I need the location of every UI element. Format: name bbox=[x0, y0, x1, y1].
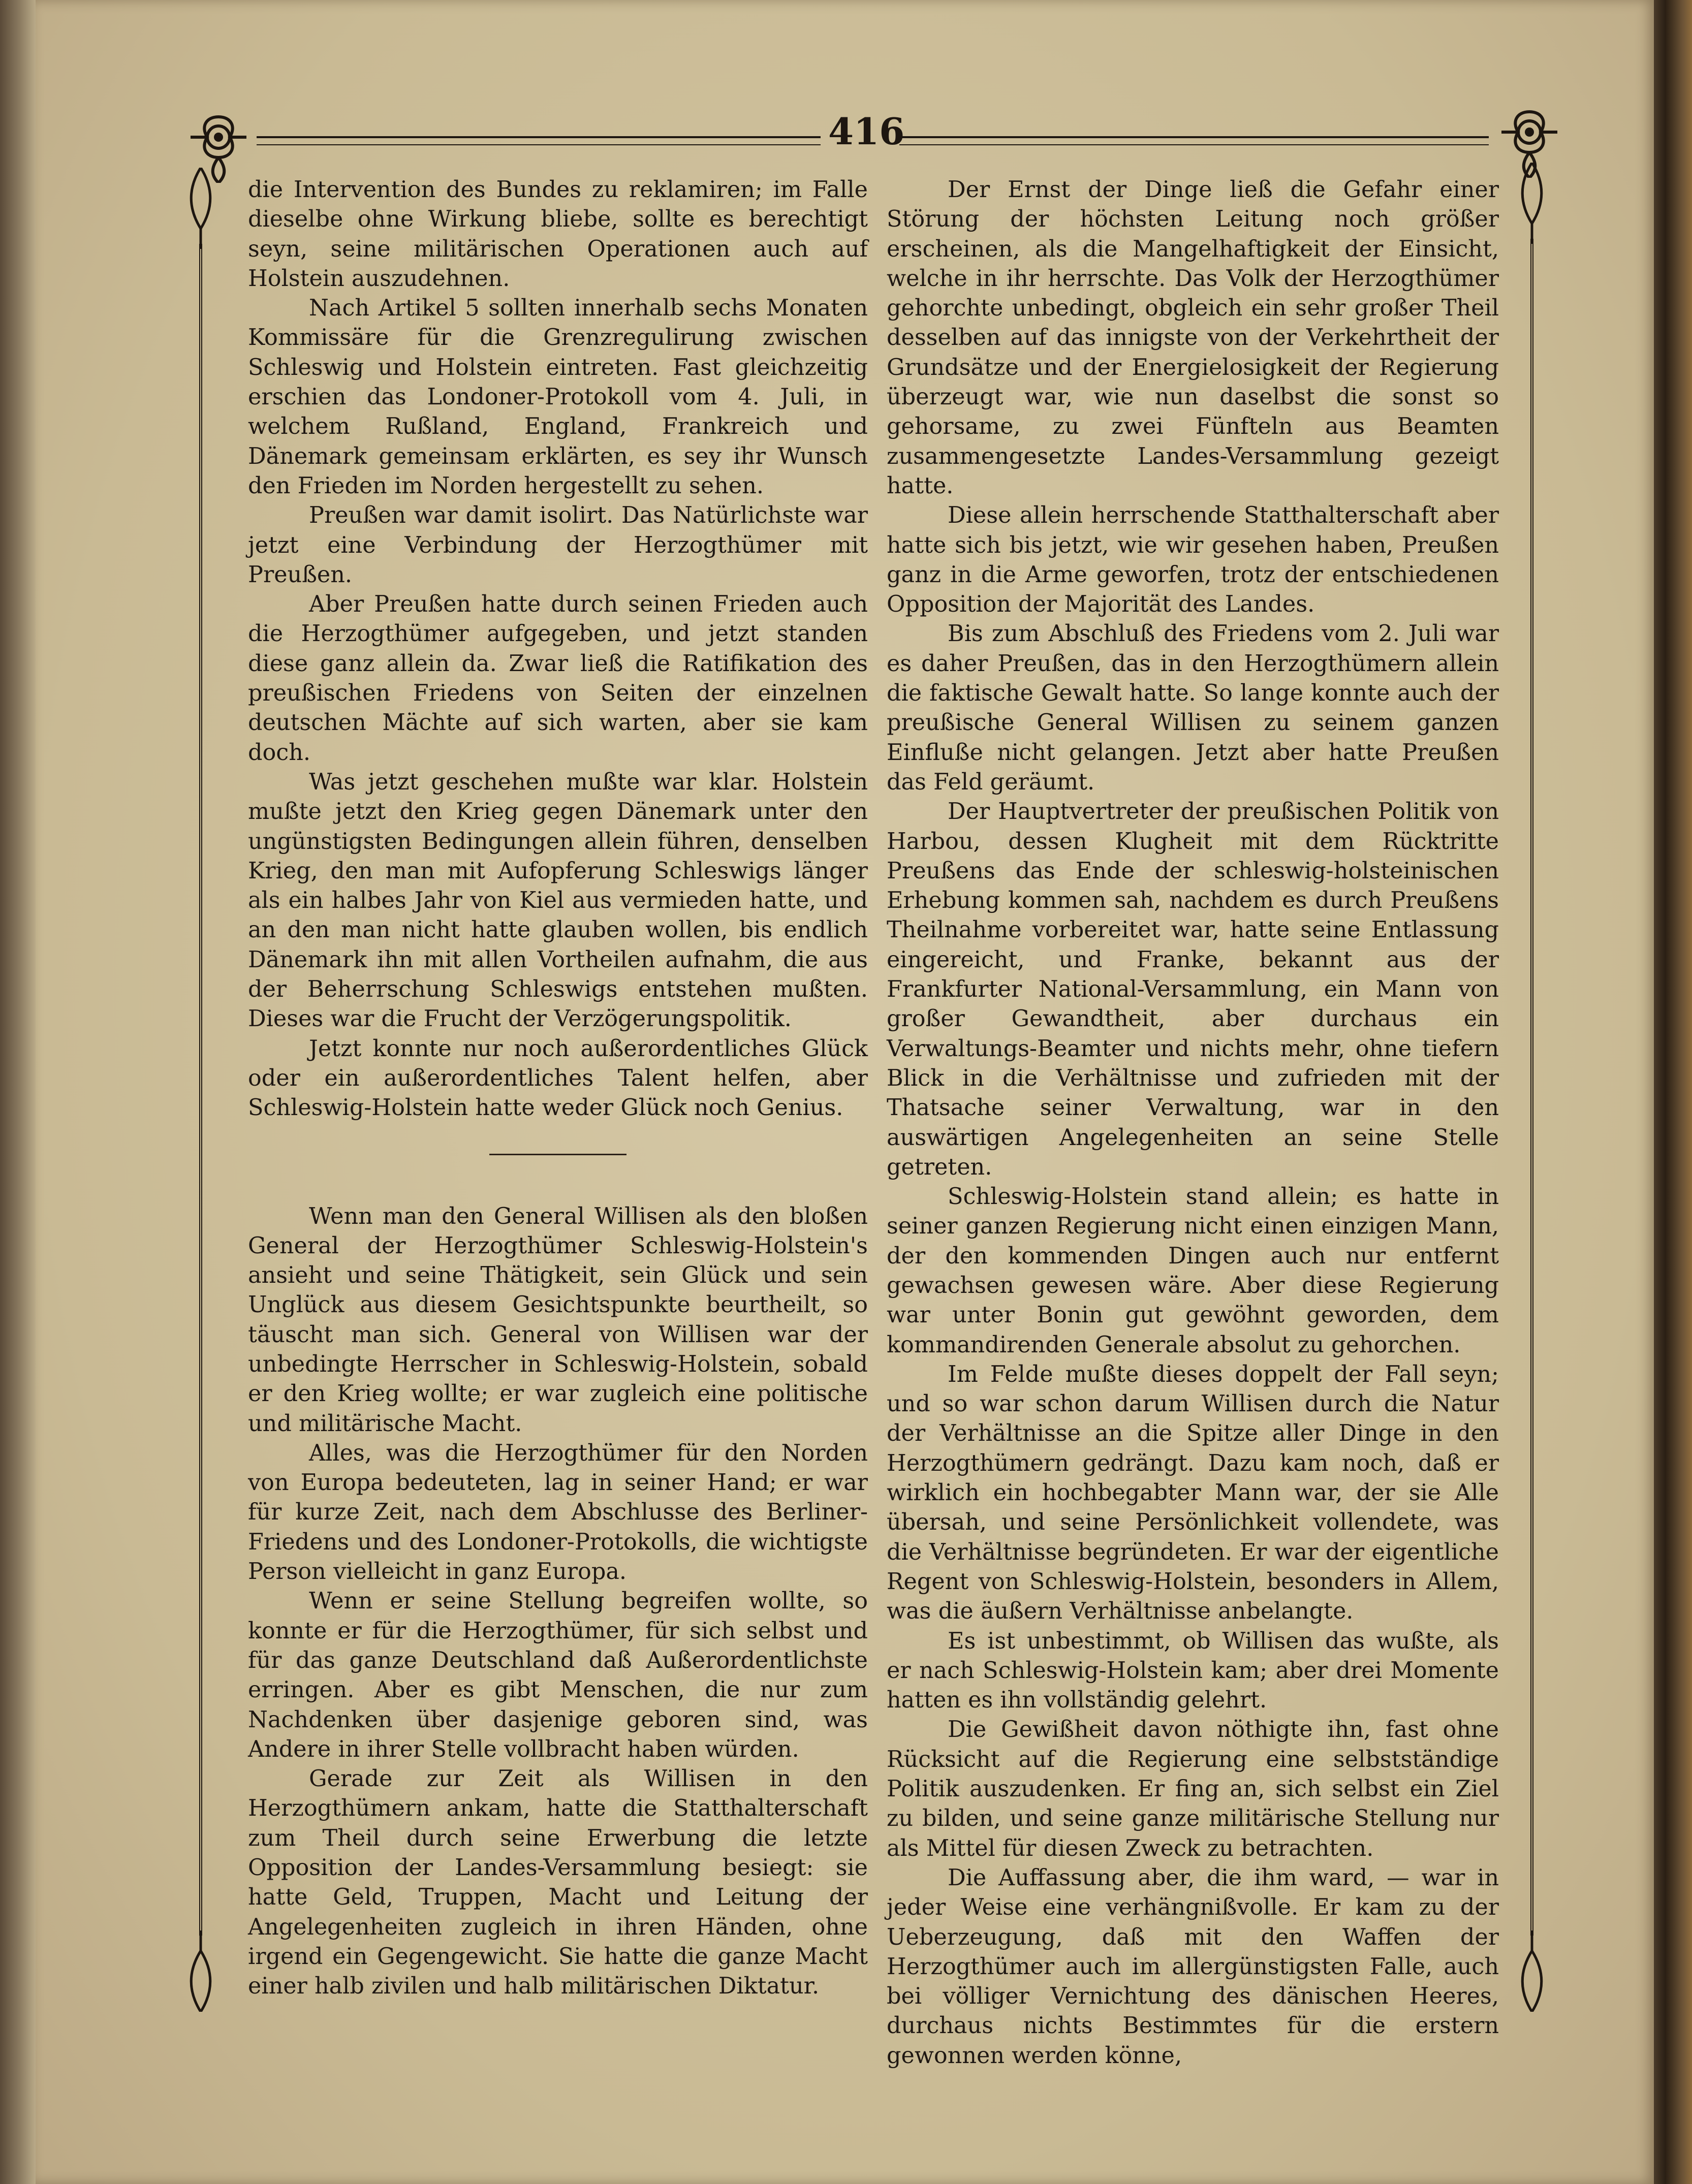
left-paragraph-8: Alles, was die Herzogthümer für den Norden von Europa bedeuteten, lag in seiner Hand; er war für kurze Zeit, nach dem Abschlusse des Berliner-Friedens und des Londoner-Protokolls, die wichtigste Person vielleicht in ganz Europa. bbox=[248, 1440, 868, 1585]
right-paragraph-9: Die Auffassung aber, die ihm ward, — war in jeder Weise eine verhängnißvolle. Er kam zu der Ueberzeugung, daß mit den Waffen der Herzogthümer auch im allergünstigsten Falle, auch bei völliger Vernichtung des dänischen Heeres, durchaus nichts Bestimmtes für die erstern gewonnen werden könne, bbox=[887, 1864, 1499, 2069]
right-paragraph-7: Es ist unbestimmt, ob Willisen das wußte, als er nach Schleswig-Holstein kam; aber drei Momente hatten es ihn vollständig gelehrt. bbox=[887, 1628, 1499, 1714]
right-paragraph-5: Schleswig-Holstein stand allein; es hatte in seiner ganzen Regierung nicht einen einzigen Mann, der den kommenden Dingen auch nur entfernt gewachsen gewesen wäre. Aber diese Regierung war unter Bonin gut gewöhnt geworden, dem kommandirenden Generale absolut zu gehorchen. bbox=[887, 1184, 1499, 1358]
right-paragraph-1: Der Ernst der Dinge ließ die Gefahr einer Störung der höchsten Leitung noch größer erscheinen, als die Mangelhaftigkeit der Einsicht, welche in ihr herrschte. Das Volk der Herzogthümer gehorchte unbedingt, obgleich ein sehr großer Theil desselben auf das innigste von der Verkehrtheit der Grundsätze und der Energielosigkeit der Regierung überzeugt war, wie nun daselbst die sonst so gehorsame, zu zwei Fünfteln aus Beamten zusammengesetzte Landes-Versammlung gezeigt hatte. bbox=[887, 177, 1499, 499]
left-paragraph-3: Preußen war damit isolirt. Das Natürlichste war jetzt eine Verbindung der Herzogthümer mit Preußen. bbox=[248, 502, 868, 588]
left-column bbox=[248, 175, 868, 2002]
header-rule-right bbox=[899, 136, 1489, 138]
right-paragraph-4: Der Hauptvertreter der preußischen Politik von Harbou, dessen Klugheit mit dem Rücktritte Preußens das Ende der schleswig-holsteinischen Erhebung kommen sah, nachdem es durch Preußens Theilnahme vorbereitet war, hatte seine Entlassung eingereicht, und Franke, bekannt aus der Frankfurter National-Versammlung, ein Mann von großer Gewandtheit, aber durchaus ein Verwaltungs-Beamter und nichts mehr, ohne tiefern Blick in die Verhältnisse und zufrieden mit der Thatsache seiner Verwaltung, war in den auswärtigen Angelegenheiten an seine Stelle getreten. bbox=[887, 799, 1499, 1180]
left-paragraph-9: Wenn er seine Stellung begreifen wollte, so konnte er für die Herzogthümer, für sich selbst und für das ganze Deutschland daß Außerordentlichste erringen. Aber es gibt Menschen, die nur zum Nachdenken über dasjenige geboren sind, was Andere in ihrer Stelle vollbracht haben würden. bbox=[248, 1588, 868, 1762]
side-ornament-right-top-icon bbox=[1517, 163, 1547, 244]
header-rule-left bbox=[257, 136, 821, 138]
left-paragraph-5: Was jetzt geschehen mußte war klar. Holstein mußte jetzt den Krieg gegen Dänemark unter den ungünstigsten Bedingungen allein führen, denselben Krieg, den man mit Aufopferung Schleswigs länger als ein halbes Jahr von Kiel aus vermieden hatte, und an den man nicht hatte glauben wollen, bis endlich Dänemark ihn mit allen Vortheilen aufnahm, die aus der Beherrschung Schleswigs entstehen mußten. Dieses war die Frucht der Verzögerungspolitik. bbox=[248, 769, 868, 1032]
book-gutter-right bbox=[1654, 0, 1692, 2184]
page-number: 416 bbox=[828, 110, 905, 153]
side-ornament-left-bottom-icon bbox=[185, 1930, 216, 2012]
left-paragraph-6: Jetzt konnte nur noch außerordentliches Glück oder ein außerordentliches Talent helfen, aber Schleswig-Holstein hatte weder Glück noch Genius. bbox=[248, 1035, 868, 1121]
left-paragraph-4: Aber Preußen hatte durch seinen Frieden auch die Herzogthümer aufgegeben, und jetzt standen diese ganz allein da. Zwar ließ die Ratifikation des preußischen Friedens von Seiten der einzelnen deutschen Mächte auf sich warten, aber sie kam doch. bbox=[248, 591, 868, 766]
right-paragraph-6: Im Felde mußte dieses doppelt der Fall seyn; und so war schon darum Willisen durch die Natur der Verhältnisse an die Spitze aller Dinge in den Herzogthümern gedrängt. Dazu kam noch, daß er wirklich ein hochbegabter Mann war, der sie Alle übersah, und seine Persönlichkeit vollendete, was die Verhältnisse begründeten. Er war der eigentliche Regent von Schleswig-Holstein, besonders in Allem, was die äußern Verhältnisse anbelangte. bbox=[887, 1361, 1499, 1625]
header-rule-right-thin bbox=[899, 144, 1489, 145]
header-rule-left-thin bbox=[257, 144, 821, 145]
left-paragraph-10: Gerade zur Zeit als Willisen in den Herzogthümern ankam, hatte die Statthalterschaft zum Theil durch seine Erwerbung die letzte Opposition der Landes-Versammlung besiegt: sie hatte Geld, Truppen, Macht und Leitung der Angelegenheiten zugleich in ihren Händen, ohne irgend ein Gegengewicht. Sie hatte die ganze Macht einer halb zivilen und halb militärischen Diktatur. bbox=[248, 1766, 868, 2000]
left-paragraph-2: Nach Artikel 5 sollten innerhalb sechs Monaten Kommissäre für die Grenzregulirung zwischen Schleswig und Holstein eintreten. Fast gleichzeitig erschien das Londoner-Protokoll vom 4. Juli, in welchem Rußland, England, Frankreich und Dänemark gemeinsam erklärten, es sey ihr Wunsch den Frieden im Norden hergestellt zu sehen. bbox=[248, 295, 868, 499]
right-border-line bbox=[1530, 239, 1533, 1936]
right-column bbox=[887, 175, 1499, 2071]
left-paragraph-7: Wenn man den General Willisen als den bloßen General der Herzogthümer Schleswig-Holstein's ansieht und seine Thätigkeit, sein Glück und sein Unglück aus diesem Gesichtspunkte beurtheilt, so täuscht man sich. General von Willisen war der unbedingte Herrscher in Schleswig-Holstein, sobald er den Krieg wollte; er war zugleich eine politische und militärische Macht. bbox=[248, 1203, 868, 1437]
right-paragraph-8: Die Gewißheit davon nöthigte ihn, fast ohne Rücksicht auf die Regierung eine selbstständige Politik auszudenken. Er fing an, sich selbst ein Ziel zu bilden, und seine ganze militärische Stellung nur als Mittel für diesen Zweck zu betrachten. bbox=[887, 1717, 1499, 1861]
left-border-line bbox=[199, 244, 202, 1936]
side-ornament-left-top-icon bbox=[185, 168, 216, 249]
left-paragraph-1: die Intervention des Bundes zu reklamiren; im Falle dieselbe ohne Wirkung bliebe, sollte es berechtigt seyn, seine militärischen Operationen auch auf Holstein auszudehnen. bbox=[248, 177, 868, 292]
scan-edge-left bbox=[0, 0, 36, 2184]
right-paragraph-2: Diese allein herrschende Statthalterschaft aber hatte sich bis jetzt, wie wir gesehen haben, Preußen ganz in die Arme geworfen, trotz der entschiedenen Opposition der Majorität des Landes. bbox=[887, 502, 1499, 618]
side-ornament-right-bottom-icon bbox=[1517, 1930, 1547, 2012]
section-divider bbox=[489, 1154, 626, 1155]
right-paragraph-3: Bis zum Abschluß des Friedens vom 2. Juli war es daher Preußen, das in den Herzogthümern allein die faktische Gewalt hatte. So lange konnte auch der preußische General Willisen zu seinem ganzen Einfluße nicht gelangen. Jetzt aber hatte Preußen das Feld geräumt. bbox=[887, 621, 1499, 795]
